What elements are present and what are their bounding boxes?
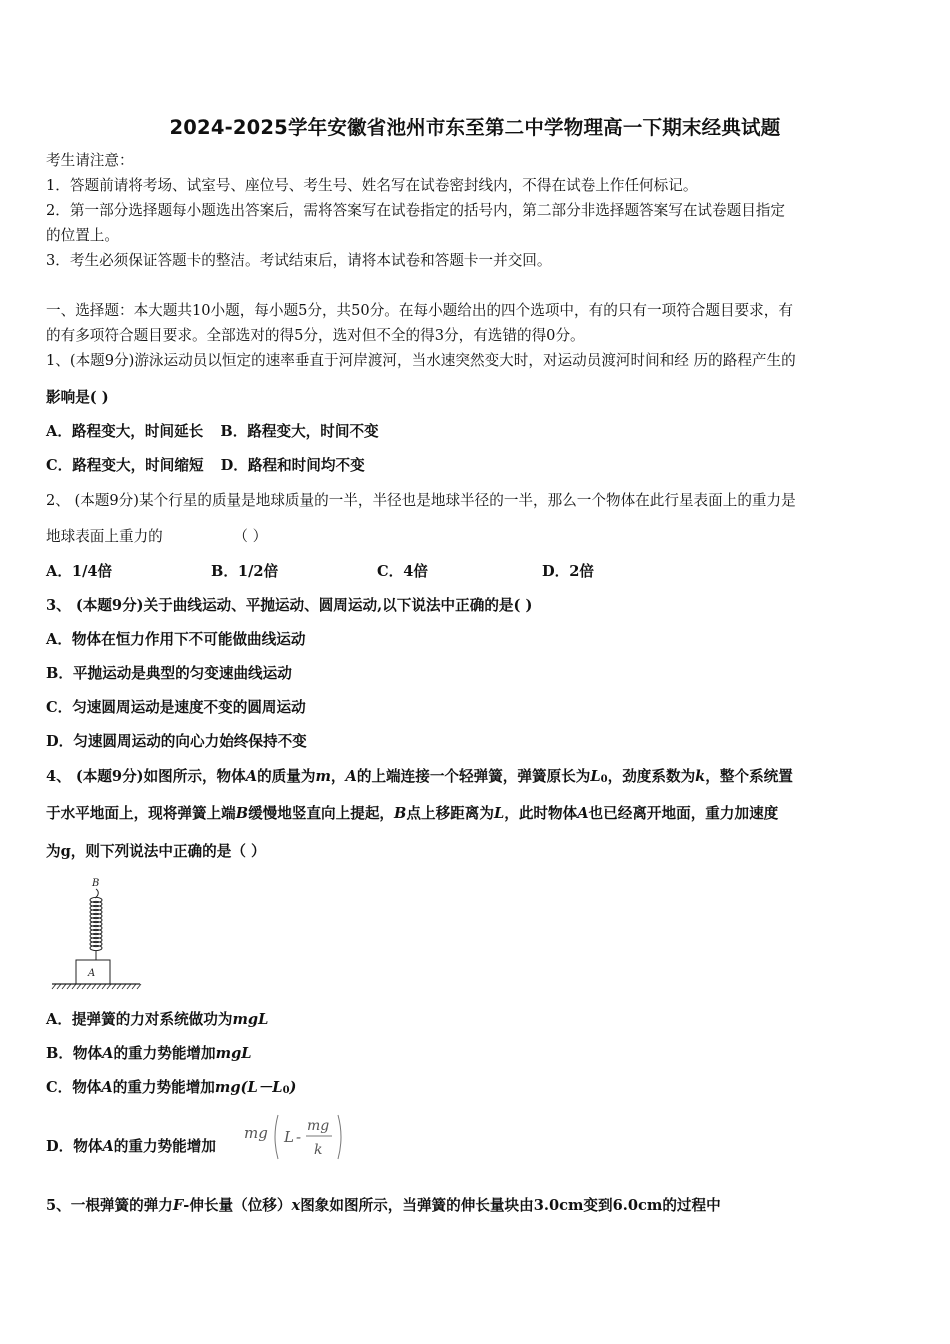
formula-numerator: mg — [307, 1118, 330, 1134]
q2-option-b[interactable]: B．1/2倍 — [211, 563, 279, 580]
page-title: 2024-2025学年安徽省池州市东至第二中学物理高一下期末经典试题 — [169, 116, 781, 139]
section-instructions-line-2: 的有多项符合题目要求。全部选对的得5分，选对但不全的得3分，有选错的得0分。 — [46, 327, 585, 344]
q1-option-a[interactable]: A．路程变大，时间延长 — [46, 423, 204, 440]
q1-options-row-1 — [46, 422, 379, 442]
q2-stem-line-1: 2、 (本题9分)某个行星的质量是地球质量的一半，半径也是地球半径的一半，那么一个物体在此行星表面上的重力是 — [46, 492, 796, 509]
section-instructions-line-1: 一、选择题：本大题共10小题，每小题5分，共50分。在每小题给出的四个选项中，有的只有一项符合题目要求，有 — [46, 302, 793, 319]
q5-stem: 5、一根弹簧的弹力F-伸长量（位移）x图象如图所示，当弹簧的伸长量块由3.0cm变到6.0cm的过程中 — [46, 1197, 721, 1214]
spring-block-figure — [50, 876, 142, 992]
q1-option-c[interactable]: C．路程变大，时间缩短 — [46, 457, 204, 474]
q2-option-a[interactable]: A．1/4倍 — [46, 563, 113, 580]
q3-stem: 3、 (本题9分)关于曲线运动、平抛运动、圆周运动,以下说法中正确的是( ) — [46, 597, 533, 614]
q1-options-row-2 — [46, 456, 365, 476]
q3-option-a[interactable]: A．物体在恒力作用下不可能做曲线运动 — [46, 631, 306, 648]
spring-hook — [95, 889, 98, 898]
formula-right-paren — [338, 1115, 341, 1159]
q4-stem-line-1: 4、 (本题9分)如图所示，物体A的质量为m，A的上端连接一个轻弹簧，弹簧原长为L0，劲度系数为k，整个系统置 — [46, 768, 793, 785]
notice-item-1: 1．答题前请将考场、试室号、座位号、考生号、姓名写在试卷密封线内，不得在试卷上作任何标记。 — [46, 177, 698, 194]
q4-option-b[interactable]: B．物体A的重力势能增加mgL — [46, 1045, 252, 1062]
q4-option-a[interactable]: A．提弹簧的力对系统做功为mgL — [46, 1011, 269, 1028]
q2-stem-line-2 — [46, 527, 267, 547]
ground-hatching — [52, 984, 141, 989]
formula-l: L — [284, 1128, 294, 1146]
notice-header: 考生请注意： — [46, 152, 134, 169]
q2-option-c[interactable]: C．4倍 — [377, 563, 428, 580]
q4-option-c[interactable]: C．物体A的重力势能增加mg(L－L0) — [46, 1079, 297, 1096]
q2-stem-text: 地球表面上重力的 — [46, 528, 163, 545]
notice-item-3: 3．考生必须保证答题卡的整洁。考试结束后，请将本试卷和答题卡一并交回。 — [46, 252, 552, 269]
q4-option-d[interactable]: D．物体A的重力势能增加 — [46, 1138, 216, 1155]
q2-option-d[interactable]: D．2倍 — [542, 563, 594, 580]
q1-option-d[interactable]: D．路程和时间均不变 — [220, 457, 365, 474]
q4-stem-line-3: 为g，则下列说法中正确的是（ ） — [46, 843, 266, 860]
q4-option-d-formula — [244, 1112, 346, 1162]
q2-answer-bracket: （ ） — [233, 528, 268, 545]
figure-label-a: A — [88, 968, 96, 979]
formula-denominator: k — [314, 1142, 323, 1158]
q3-option-b[interactable]: B．平抛运动是典型的匀变速曲线运动 — [46, 665, 292, 682]
formula-mg: mg — [244, 1124, 268, 1142]
notice-item-2-line-2: 的位置上。 — [46, 227, 119, 244]
notice-item-2-line-1: 2．第一部分选择题每小题选出答案后，需将答案写在试卷指定的括号内，第二部分非选择题答案写在试卷题目指定 — [46, 202, 785, 219]
q4-stem-line-2: 于水平地面上，现将弹簧上端B缓慢地竖直向上提起，B点上移距离为L，此时物体A也已经离开地面，重力加速度 — [46, 805, 779, 822]
q1-stem-line-2: 影响是( ) — [46, 389, 109, 406]
figure-label-b: B — [92, 878, 100, 889]
formula-left-paren — [275, 1115, 278, 1159]
q1-option-b[interactable]: B．路程变大，时间不变 — [220, 423, 379, 440]
q3-option-c[interactable]: C．匀速圆周运动是速度不变的圆周运动 — [46, 699, 306, 716]
q3-option-d[interactable]: D．匀速圆周运动的向心力始终保持不变 — [46, 733, 307, 750]
formula-minus: - — [296, 1128, 302, 1146]
spring-coil — [90, 897, 102, 960]
q2-options-row — [46, 562, 594, 582]
q1-stem-line-1: 1、(本题9分)游泳运动员以恒定的速率垂直于河岸渡河，当水速突然变大时，对运动员渡河时间和经 历的路程产生的 — [46, 352, 796, 369]
